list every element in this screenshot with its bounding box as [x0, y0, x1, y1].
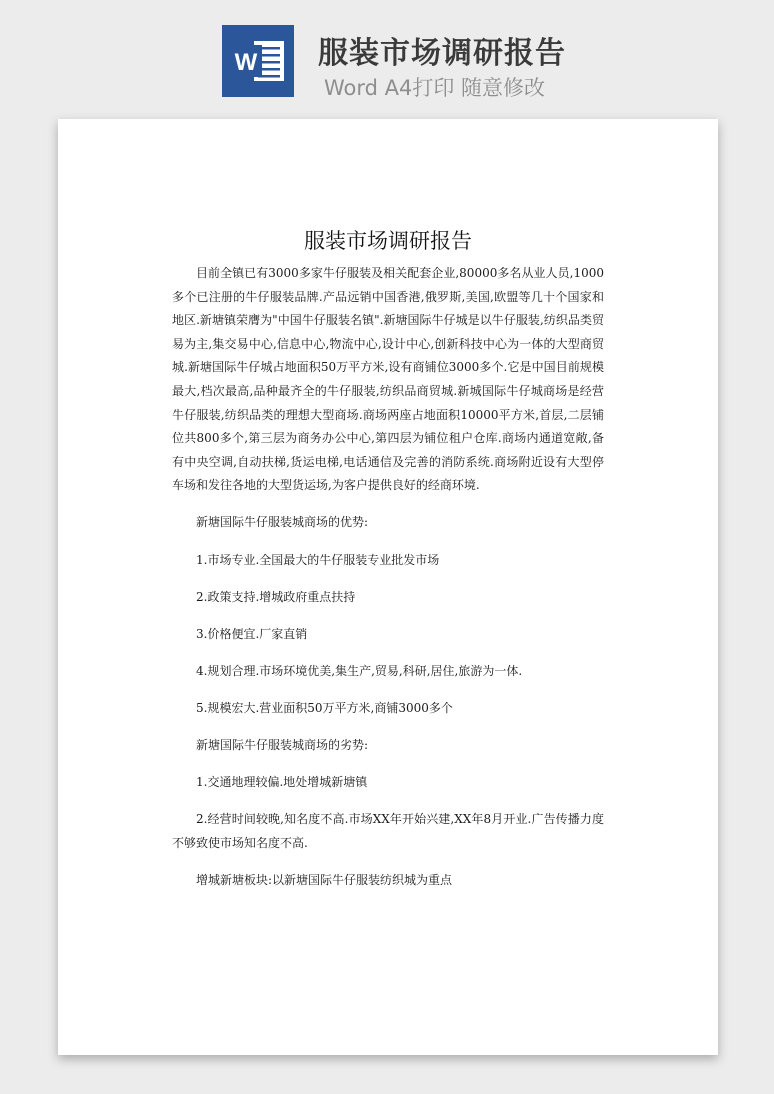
header-banner: [0, 0, 774, 118]
document-page: [58, 119, 718, 1055]
word-logo-letter: W: [234, 49, 258, 76]
document-body: [172, 262, 604, 906]
document-title: 服装市场调研报告: [304, 229, 472, 253]
word-logo-icon: [222, 25, 294, 97]
advantage-item: 5.规模宏大.营业面积50万平方米,商铺3000多个: [196, 700, 453, 715]
advantage-item: 1.市场专业.全国最大的牛仔服装专业批发市场: [196, 552, 440, 567]
banner-title: 服装市场调研报告: [318, 36, 566, 71]
advantage-item: 2.政策支持.增城政府重点扶持: [196, 589, 356, 604]
advantages-heading: 新塘国际牛仔服装城商场的优势:: [196, 515, 369, 530]
disadvantage-item: 1.交通地理较偏.地处增城新塘镇: [196, 775, 368, 790]
intro-paragraph: 目前全镇已有3000多家牛仔服装及相关配套企业,80000多名从业人员,1000多个已注册的牛仔服装品牌.产品远销中国香港,俄罗斯,美国,欧盟等几十个国家和地区.新塘镇荣膺为"中国牛仔服装名镇".新塘国际牛仔城是以牛仔服装,纺织品类贸易为主,集交易中心,信息中心,物流中心,设计中心,创新科技中心为一体的大型商贸城.新塘国际牛仔城占地面积50万平方米,设有商铺位3000多个.它是中国目前规模最大,档次最高,品种最齐全的牛仔服装,纺织品商贸城.新城国际牛仔城商场是经营牛仔服装,纺织品类的理想大型商场.商场两座占地面积10000平方米,首层,二层铺位共800多个,第三层为商务办公中心,第四层为铺位租户仓库.商场内通道宽敞,备有中央空调,自动扶梯,货运电梯,电话通信及完善的消防系统.商场附近设有大型停车场和发往各地的大型货运场,为客户提供良好的经商环境.: [172, 266, 604, 493]
banner-subtitle: Word A4打印 随意修改: [324, 76, 546, 100]
disadvantages-heading: 新塘国际牛仔服装城商场的劣势:: [196, 738, 369, 752]
section-paragraph: 增城新塘板块:以新塘国际牛仔服装纺织城为重点: [196, 872, 453, 887]
advantage-item: 3.价格便宜.厂家直销: [196, 626, 308, 641]
disadvantage-item: 2.经营时间较晚,知名度不高.市场XX年开始兴建,XX年8月开业.广告传播力度不够致使市场知名度不高.: [172, 812, 604, 850]
advantage-item: 4.规划合理.市场环境优美,集生产,贸易,科研,居住,旅游为一体.: [196, 663, 523, 678]
